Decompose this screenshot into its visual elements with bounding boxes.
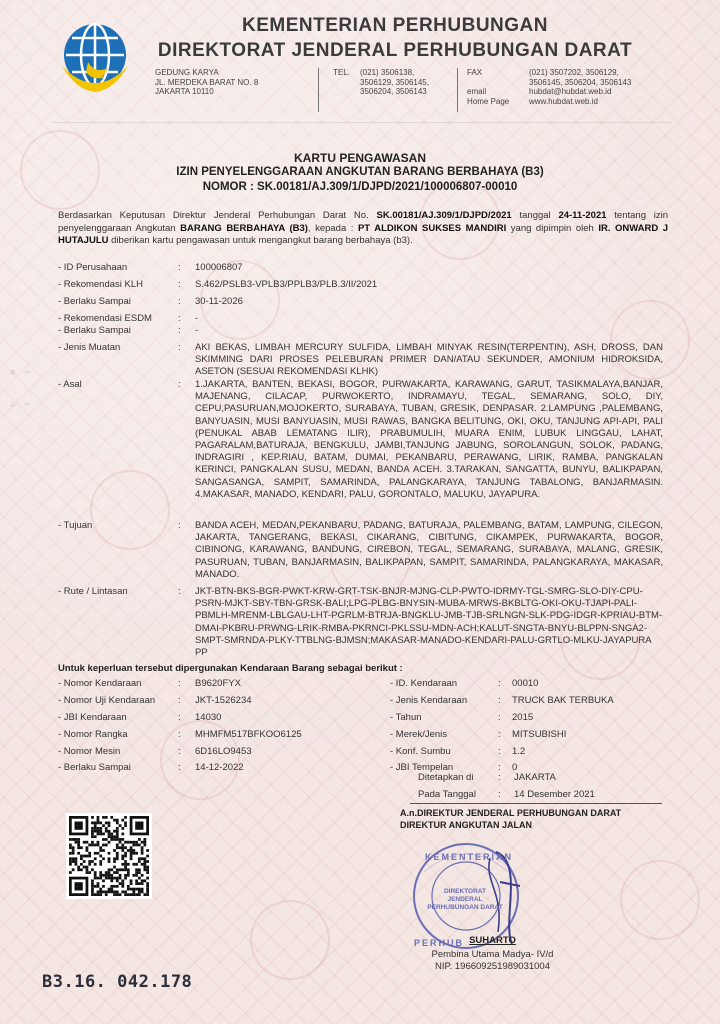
route-value: JKT-BTN-BKS-BGR-PWKT-KRW-GRT-TSK-BNJR-MJNG-CLP-PWTO-IDRMY-TGL-SMRG-SLO-DIY-CPU-PSRN-MJKT-SBY-TBN-GRSK-BALI;LPG-PLBG-BNYSIN-MUBA-MRWS-BKBLTG-OKI-OKU-TJAPI-PALI-PBMLH-MRENM-LBLGAU-LHT-PGRLM-BTRJA-BNGKLU-JMB-TJB-SRLNGN-SLK-PDG-IDGR-KPRIAU-BTM-DMAI-PKBRU-PRWNG-LRIK-RMBA-PKRNCI-PKLSSU-MDN-ACH;KALUT-SNGTA-BNYU-BLPPN-SNGA2-SMPT-SMRNDA-PLKY-TTBLNG-BJMSN;MAKASAR-MANADO-KENDARI-PALU-GRTLO-MLKU-JAYAPURA PP [195,586,663,659]
engine-number-value: 6D16LO9453 [195,746,252,757]
field-colon: : [178,379,181,390]
field-colon: : [178,695,181,706]
divider [318,68,319,112]
contact-labels [467,68,523,106]
vehicle-label: - Nomor Mesin [58,746,121,757]
vehicle-id-value: 00010 [512,678,539,689]
vehicle-label: - Tahun [390,712,422,723]
faded-marks: ∴ ⋯ [10,400,33,410]
tel-line: 3506129, 3506145, [360,77,429,87]
vehicle-label: - JBI Tempelan [390,762,454,773]
field-label: - Rute / Lintasan [58,586,128,597]
field-label: - Tujuan [58,520,93,531]
issued-date-label: Pada Tanggal [418,789,476,800]
divider [457,68,458,112]
axle-config-value: 1.2 [512,746,526,757]
field-colon: : [498,695,501,706]
field-label: - ID Perusahaan [58,262,128,273]
vehicle-label: - Nomor Uji Kendaraan [58,695,156,706]
esdm-recommendation-value: - [195,313,199,324]
field-colon: : [178,325,181,336]
fax-line: 3506145, 3506204, 3506143 [529,77,632,87]
field-colon: : [178,342,181,353]
intro-text: tanggal [519,210,551,221]
fax-label: FAX [467,68,483,77]
permit-number: NOMOR : SK.00181/AJ.309/1/DJPD/2021/100006807-00010 [202,181,518,193]
decree-number: SK.00181/AJ.309/1/DJPD/2021 [376,210,512,221]
field-label: - Berlaku Sampai [58,325,131,336]
chassis-number-value: MHMFM517BFKOO6125 [195,729,302,740]
test-number-value: JKT-1526234 [195,695,252,706]
field-colon: : [178,678,181,689]
header-rule [52,122,672,123]
field-colon: : [178,746,181,757]
faded-marks: ≡ ⋯ [10,368,33,378]
intro-text: Berdasarkan Keputusan Direktur Jenderal Perhubungan Darat No. [58,210,369,221]
field-label: - Asal [58,379,82,390]
destination-value: BANDA ACEH, MEDAN,PEKANBARU, PADANG, BATURAJA, PALEMBANG, BATAM, LAMPUNG, CILEGON, JAKARTA, TANGERANG, BEKASI, CIKARANG, CIBITUNG, CIKAMPEK, PURWAKARTA, BOGOR, CIBINONG, KARAWANG, BANDUNG, CIREBON, TEGAL, SEMARANG, SURABAYA, MALANG, GRESIK, PASURUAN, TUBAN, BANJARMASIN, BALIKPAPAN, SAMPIT, SAMARINDA, PALANGKARAYA, MAKASAR, MANADO. [195,520,663,580]
year-value: 2015 [512,712,534,723]
stamp-text-bottom: PERHUB [414,938,465,948]
klh-valid-until-value: 30-11-2026 [195,296,243,307]
field-label: - Rekomendasi KLH [58,279,144,290]
directorate-name: DIREKTORAT JENDERAL PERHUBUNGAN DARAT [157,40,633,61]
field-colon: : [498,712,501,723]
card-title: KARTU PENGAWASAN [293,151,426,165]
vehicle-label: - ID. Kendaraan [390,678,458,689]
homepage-label: Home Page [467,96,510,106]
vehicle-label: - Berlaku Sampai [58,762,131,773]
trailer-jbi-value: 0 [512,762,518,773]
cargo-types-value: AKI BEKAS, LIMBAH MERCURY SULFIDA, LIMBAH MINYAK RESIN(TERPENTIN), ASH, DROSS, DAN SKIMMING DARI PROSES PELEBURAN PRIMER DAN/ATAU SEKUNDER, AMONIUM HIDROKSIDA, ASETON (SESUAI REKOMENDASI KLHK) [195,342,663,378]
vehicle-label: - Nomor Kendaraan [58,678,142,689]
vehicle-label: - Jenis Kendaraan [390,695,468,706]
klh-recommendation-value: S.462/PSLB3-VPLB3/PPLB3/PLB.3/II/2021 [195,279,378,290]
vehicle-valid-until-value: 14-12-2022 [195,762,244,773]
intro-text: diberikan kartu pengawasan untuk mengangkut barang berbahaya (b3). [111,235,413,246]
field-colon: : [178,712,181,723]
field-colon: : [178,762,181,773]
intro-text: , kepada : [307,222,354,234]
stamp-text-top: KEMENTERIAN [424,852,513,862]
issued-date-value: 14 Desember 2021 [514,789,595,800]
permit-title: IZIN PENYELENGGARAAN ANGKUTAN BARANG BERBAHAYA (B3) [176,166,544,178]
field-colon: : [498,729,501,740]
company-id-value: 100006807 [195,262,243,273]
jbi-value: 14030 [195,712,222,723]
field-colon: : [178,313,181,324]
field-colon: : [498,789,501,800]
authority-line-2: DIREKTUR ANGKUTAN JALAN [400,820,532,830]
field-colon: : [178,262,181,273]
field-colon: : [178,520,181,531]
intro-paragraph [58,210,668,248]
address-line: JL. MERDEKA BARAT NO. 8 [155,77,259,87]
watermark-seal [90,470,170,550]
field-colon: : [498,746,501,757]
field-colon: : [498,678,501,689]
decree-date: 24-11-2021 [558,210,607,221]
esdm-valid-until-value: - [195,325,199,336]
address-line: GEDUNG KARYA [155,68,219,77]
signatory-name: SUHARTO [469,935,516,946]
field-colon: : [498,772,501,783]
fax-line: (021) 3507202, 3506129, [529,68,619,77]
signatory-nip: NIP. 196609251989031004 [435,961,550,972]
signature-rule [410,803,662,804]
company-leader: IR. ONWARD J HUTAJULU [58,222,669,246]
watermark-seal [250,900,330,980]
field-colon: : [178,586,181,597]
vehicle-label: - Konf. Sumbu [390,746,451,757]
field-label: - Berlaku Sampai [58,296,131,307]
watermark-seal [620,860,700,940]
signatory-rank: Pembina Utama Madya- IV/d [431,949,554,960]
tel-label: TEL. [333,68,350,77]
serial-number: B3.16. 042.178 [42,972,193,992]
ministry-globe-logo-icon [58,22,132,96]
vehicle-section-heading: Untuk keperluan tersebut dipergunakan Kendaraan Barang sebagai berikut : [58,663,403,674]
field-label: - Rekomendasi ESDM [58,313,152,324]
vehicle-label: - Merek/Jenis [390,729,448,740]
vehicle-label: - Nomor Rangka [58,729,128,740]
office-address [155,68,315,97]
field-colon: : [178,296,181,307]
address-line: JAKARTA 10110 [155,87,214,96]
tel-numbers [360,68,460,97]
letterhead [0,0,720,120]
field-colon: : [178,279,181,290]
origin-value: 1.JAKARTA, BANTEN, BEKASI, BOGOR, PURWAKARTA, KARAWANG, GARUT, TASIKMALAYA,BANJAR, MAJENANG, CILACAP, PURWOKERTO, INDRAMAYU, TEGAL, SEMARANG, SOLO, DIY, CEPU,PASURUAN,MOJOKERTO, SURABAYA, TUBAN, GRESIK, DENPASAR. 2.LAMPUNG ,PALEMBANG, BANYUASIN, MUSI BANYUASIN, MUSI RAWAS, BANGKA BELITUNG, OKI, OKU, TANJUNG API-API, PALI (PENUKAL ABAB LEMATANG ILIR), PRABUMULIH, MUARA ENIM, LUBUK LINGGAU, LAHAT, PAGARALAM,BATURAJA, BENGKULU, JAMBI,TANJUNG JABUNG, SOROLANGUN, SOLOK, PADANG, INDRAGIRI , KEP.RIAU, BATAM, DUMAI, PEKANBARU, PERAWANG, LIRIK, RAMBA, PANGKALAN KERINCI, PANGKALAN SUSU, MEDAN, BANDA ACEH. 3.TARAKAN, SANGATTA, BUNYU, BALIKPAPAN, SANGASANGA, SAMPIT, SAMARINDA, PALANGKARAYA, TANJUNG TABALONG, BANJARMASIN. 4.MAKASAR, MANADO, KENDARI, PALU, GORONTALO, MALUKU, JAYAPURA. [195,379,663,500]
intro-text: yang dipimpin oleh [510,222,594,234]
brand-value: MITSUBISHI [512,729,567,740]
tel-line: (021) 3506138, [360,68,415,77]
field-label: - Jenis Muatan [58,342,121,353]
homepage-url: www.hubdat.web.id [529,96,598,106]
qr-code-icon [66,813,152,899]
vehicle-type-value: TRUCK BAK TERBUKA [512,695,614,706]
company-name: PT ALDIKON SUKSES MANDIRI [357,222,507,234]
fax-label-blank [467,78,523,88]
vehicle-label: - JBI Kendaraan [58,712,127,723]
intro-text: tentang izin penyelenggaraan Angkutan [58,210,669,234]
email-label: email [467,87,487,96]
stamp-text-inner: DIREKTORAT JENDERAL PERHUBUNGAN DARAT [427,888,503,911]
authority-line-1: A.n.DIREKTUR JENDERAL PERHUBUNGAN DARAT [400,808,622,818]
field-colon: : [498,762,501,773]
field-colon: : [178,729,181,740]
tel-line: 3506204, 3506143 [360,87,427,96]
plate-number-value: B9620FYX [195,678,241,689]
cargo-type: BARANG BERBAHAYA (B3) [180,222,308,234]
email-address: hubdat@hubdat.web.id [529,87,612,96]
qr-code-pattern [69,816,149,896]
issued-at-value: JAKARTA [514,772,556,783]
issued-at-label: Ditetapkan di [418,772,474,783]
contact-values [529,68,679,106]
ministry-name: KEMENTERIAN PERHUBUNGAN [241,15,548,36]
